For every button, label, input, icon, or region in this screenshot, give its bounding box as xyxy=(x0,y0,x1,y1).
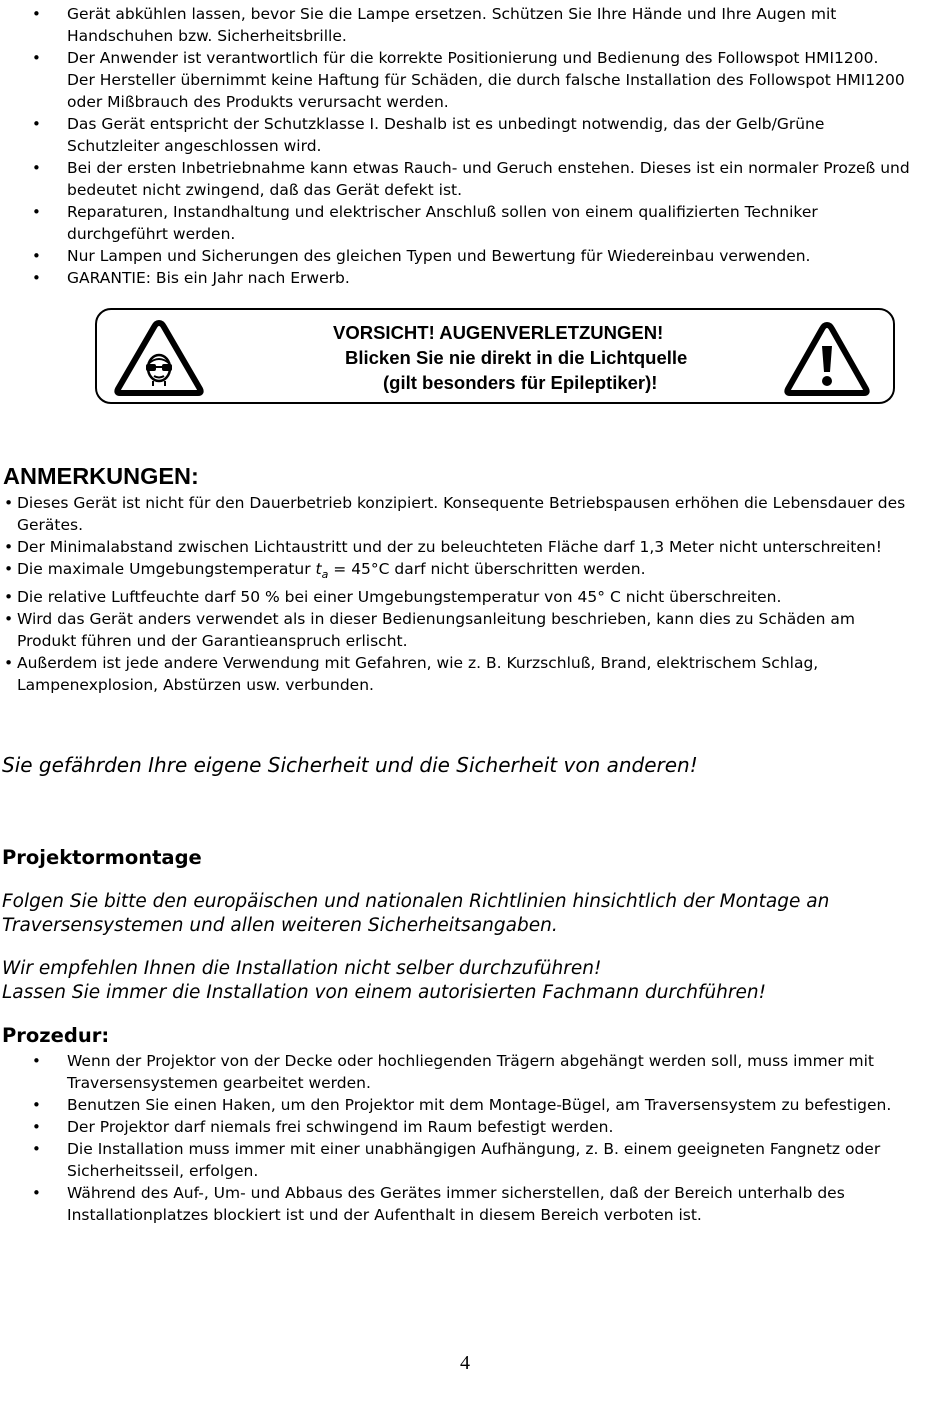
temp-subscript: a xyxy=(321,568,329,582)
list-item: • Wenn der Projektor von der Decke oder hochliegenden Trägern abgehängt werden soll, muss immer mit Traversensystemen gearbeitet werden. xyxy=(0,1050,930,1094)
list-item: • Das Gerät entspricht der Schutzklasse I. Deshalb ist es unbedingt notwendig, das der Gelb/Grüne Schutzleiter angeschlossen wird. xyxy=(0,113,930,157)
exclamation-warning-icon xyxy=(783,320,871,398)
safety-bullet-list xyxy=(0,3,930,289)
notes-list xyxy=(0,492,930,696)
warning-title: VORSICHT! AUGENVERLETZUNGEN! xyxy=(333,322,664,343)
list-item: • GARANTIE: Bis ein Jahr nach Erwerb. xyxy=(0,267,930,289)
warning-line: (gilt besonders für Epileptiker)! xyxy=(383,372,658,393)
list-item: • Während des Auf-, Um- und Abbaus des Gerätes immer sicherstellen, daß der Bereich unterhalb des Installationplatzes blockiert ist und der Aufenthalt in diesem Bereich verboten ist. xyxy=(0,1182,930,1226)
procedure-heading: Prozedur: xyxy=(2,1024,110,1047)
warning-text xyxy=(277,320,737,395)
recommendation-line: Lassen Sie immer die Installation von einem autorisierten Fachmann durchführen! xyxy=(2,982,767,1003)
list-item: • Der Minimalabstand zwischen Lichtaustritt und der zu beleuchteten Fläche darf 1,3 Meter nicht unterschreiten! xyxy=(0,536,930,558)
list-item: • Benutzen Sie einen Haken, um den Projektor mit dem Montage-Bügel, am Traversensystem zu befestigen. xyxy=(0,1094,930,1116)
safety-warning-line: Sie gefährden Ihre eigene Sicherheit und die Sicherheit von anderen! xyxy=(2,753,698,777)
list-item: • Nur Lampen und Sicherungen des gleichen Typen und Bewertung für Wiedereinbau verwenden. xyxy=(0,245,930,267)
list-item: • Die Installation muss immer mit einer unabhängigen Aufhängung, z. B. einem geeigneten Fangnetz oder Sicherheitsseil, erfolgen. xyxy=(0,1138,930,1182)
mounting-paragraph: Folgen Sie bitte den europäischen und nationalen Richtlinien hinsichtlich der Montage an Traversensystemen und allen weiteren Sicherheitsangaben. xyxy=(2,891,830,936)
list-item: • Wird das Gerät anders verwendet als in dieser Bedienungsanleitung beschrieben, kann dies zu Schäden am Produkt führen und der Garantieanspruch erlischt. xyxy=(0,608,930,652)
mounting-recommendation xyxy=(2,957,922,1005)
list-item: • Bei der ersten Inbetriebnahme kann etwas Rauch- und Geruch enstehen. Dieses ist ein normaler Prozeß und bedeutet nicht zwingend, daß das Gerät defekt ist. xyxy=(0,157,930,201)
list-item: • Der Projektor darf niemals frei schwingend im Raum befestigt werden. xyxy=(0,1116,930,1138)
list-item: • Dieses Gerät ist nicht für den Dauerbetrieb konzipiert. Konsequente Betriebspausen erhöhen die Lebensdauer des Gerätes. xyxy=(0,492,930,536)
list-item: • Die relative Luftfeuchte darf 50 % bei einer Umgebungstemperatur von 45° C nicht überschreiten. xyxy=(0,586,930,608)
mounting-heading: Projektormontage xyxy=(2,846,202,869)
warning-line: Blicken Sie nie direkt in die Lichtquelle xyxy=(345,347,688,368)
list-item xyxy=(0,558,930,586)
notes-heading: ANMERKUNGEN: xyxy=(3,463,199,489)
list-item: • Gerät abkühlen lassen, bevor Sie die Lampe ersetzen. Schützen Sie Ihre Hände und Ihre Augen mit Handschuhen bzw. Sicherheitsbrille. xyxy=(0,3,930,47)
temp-text-after: = 45°C darf nicht überschritten werden. xyxy=(328,560,646,578)
list-item: • Außerdem ist jede andere Verwendung mit Gefahren, wie z. B. Kurzschluß, Brand, elektrischem Schlag, Lampenexplosion, Abstürzen usw. verbunden. xyxy=(0,652,930,696)
procedure-list xyxy=(0,1050,930,1226)
recommendation-line: Wir empfehlen Ihnen die Installation nicht selber durchzuführen! xyxy=(2,958,602,979)
list-item: • Der Anwender ist verantwortlich für die korrekte Positionierung und Bedienung des Followspot HMI1200. Der Hersteller übernimmt keine Haftung für Schäden, die durch falsche Installation des Followspot HMI1200 oder Mißbrauch des Produkts verursacht werden. xyxy=(0,47,930,113)
temp-text-before: Die maximale Umgebungstemperatur xyxy=(17,560,316,578)
list-item: • Reparaturen, Instandhaltung und elektrischer Anschluß sollen von einem qualifizierten Techniker durchgeführt werden. xyxy=(0,201,930,245)
page-number: 4 xyxy=(460,1352,470,1374)
temp-variable: t xyxy=(315,560,322,578)
eye-protection-warning-icon xyxy=(113,318,205,398)
eye-injury-warning-box xyxy=(95,308,895,404)
